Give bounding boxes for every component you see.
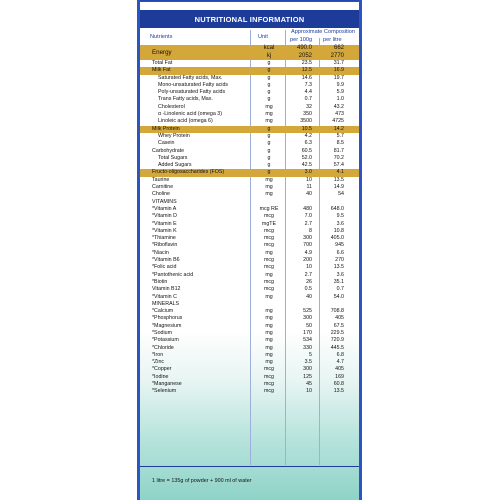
- nutrient-unit: mgTE: [261, 220, 277, 227]
- nutrient-row: [140, 323, 359, 330]
- nutrient-per100: 32: [306, 103, 312, 110]
- nutrient-row: [140, 345, 359, 352]
- nutrient-name: Milk Protein: [152, 125, 180, 132]
- footer-note: 1 litre = 135g of powder + 900 ml of water: [152, 478, 252, 484]
- nutrient-unit: mcg: [263, 257, 274, 264]
- nutrient-row: [140, 279, 359, 286]
- nutrient-name: *Phosphorus: [152, 315, 183, 322]
- nutrient-name: Added Sugars: [158, 162, 192, 169]
- nutrient-row: [140, 184, 359, 191]
- nutrient-perlitre: 43.2: [333, 103, 344, 110]
- nutrient-row: [140, 96, 359, 103]
- nutrient-row: [140, 148, 359, 155]
- footer: [140, 470, 359, 500]
- nutrient-name: *Thiamine: [152, 235, 176, 242]
- nutrient-row: [140, 381, 359, 388]
- nutrient-row: [140, 388, 359, 395]
- nutrient-perlitre: 6.6: [336, 249, 344, 256]
- nutrient-perlitre: 13.5: [333, 264, 344, 271]
- nutrient-name: *Vitamin A: [152, 205, 177, 212]
- nutrient-name: Milk Fat: [152, 67, 171, 74]
- nutrient-name: *Riboflavin: [152, 242, 178, 249]
- nutrient-perlitre: 1.0: [336, 96, 344, 103]
- nutrient-perlitre: 31.7: [333, 60, 344, 66]
- nutrient-name: *Niacin: [152, 249, 169, 256]
- nutrient-row: [140, 352, 359, 359]
- nutrient-unit: mg: [265, 111, 273, 118]
- nutrient-per100: 170: [303, 329, 312, 336]
- nutrient-row: [140, 82, 359, 89]
- nutrient-row: [140, 264, 359, 271]
- energy-kcal-per100: 490.0: [296, 45, 312, 51]
- nutrient-unit: g: [267, 81, 271, 88]
- nutrient-name: *Sodium: [152, 329, 173, 336]
- nutrient-perlitre: 3.6: [336, 271, 344, 278]
- nutrient-name: *Copper: [152, 366, 172, 373]
- header-per100: per 100g: [290, 37, 313, 43]
- nutrient-name: Trans Fatty acids, Max.: [158, 96, 213, 103]
- nutrient-unit: g: [267, 162, 271, 169]
- nutrient-per100: 50: [306, 322, 312, 329]
- nutrient-per100: 3.5: [304, 359, 312, 366]
- nutrient-unit: mg: [265, 344, 273, 351]
- nutrient-row: [140, 206, 359, 213]
- nutrient-unit: g: [267, 147, 271, 154]
- nutrient-row: [140, 60, 359, 67]
- nutrient-per100: 23.5: [301, 60, 312, 66]
- nutrition-panel: [137, 0, 362, 500]
- nutrient-row: [140, 366, 359, 373]
- nutrient-unit: mcg: [263, 286, 274, 293]
- header-approx: Approximate Composition: [290, 29, 356, 35]
- nutrient-unit: mcg: [263, 235, 274, 242]
- nutrient-perlitre: 70.2: [333, 154, 344, 161]
- nutrient-perlitre: 6.8: [336, 351, 344, 358]
- nutrient-per100: 10: [306, 264, 312, 271]
- nutrient-per100: 0.7: [304, 96, 312, 103]
- nutrient-unit: mg: [265, 359, 273, 366]
- nutrient-per100: 14.6: [301, 74, 312, 81]
- panel-title: NUTRITIONAL INFORMATION: [140, 10, 359, 28]
- nutrient-perlitre: 54: [338, 191, 344, 198]
- nutrient-per100: 480: [303, 205, 312, 212]
- nutrient-perlitre: 405: [335, 366, 344, 373]
- nutrient-row: [140, 301, 359, 308]
- nutrient-row: [140, 235, 359, 242]
- nutrient-name: *Vitamin E: [152, 220, 177, 227]
- nutrient-name: *Manganese: [152, 381, 182, 388]
- nutrient-name: Casein: [158, 140, 175, 147]
- nutrient-unit: mcg: [263, 373, 274, 380]
- nutrient-name: *Magnesium: [152, 322, 182, 329]
- nutrient-perlitre: 270: [335, 257, 344, 264]
- nutrient-unit: mg: [265, 337, 273, 344]
- nutrient-unit: g: [267, 67, 271, 74]
- nutrient-unit: mg: [265, 315, 273, 322]
- nutrient-per100: 2.7: [304, 220, 312, 227]
- nutrient-per100: 5: [309, 351, 312, 358]
- nutrient-per100: 10.5: [301, 125, 312, 132]
- energy-unit-kj: kj: [266, 52, 272, 59]
- nutrient-name: Whey Protein: [158, 132, 190, 139]
- nutrient-unit: mcg: [263, 388, 274, 395]
- nutrient-unit: g: [267, 96, 271, 103]
- nutrient-row: [140, 250, 359, 257]
- nutrient-name: *Vitamin K: [152, 227, 177, 234]
- nutrient-per100: 4.2: [304, 132, 312, 139]
- nutrient-name: *Iron: [152, 351, 164, 358]
- nutrient-perlitre: 405.0: [330, 235, 344, 242]
- nutrient-per100: 525: [303, 308, 312, 315]
- nutrient-per100: 534: [303, 337, 312, 344]
- nutrient-name: MINERALS: [152, 300, 180, 307]
- nutrient-name: *Selenium: [152, 388, 177, 395]
- nutrient-perlitre: 3.6: [336, 220, 344, 227]
- nutrient-per100: 12.5: [301, 67, 312, 74]
- nutrient-unit: g: [267, 89, 271, 96]
- nutrient-name: Poly-unsaturated Fatty acids: [158, 89, 226, 96]
- nutrient-row: [140, 118, 359, 125]
- nutrient-name: Fructo-oligosaccharides (FOS): [152, 169, 225, 176]
- nutrient-unit: mcg: [263, 366, 274, 373]
- nutrient-name: Choline: [152, 191, 170, 198]
- header-nutrients: Nutrients: [150, 34, 173, 40]
- nutrient-perlitre: 19.7: [333, 74, 344, 81]
- nutrient-name: Linoleic acid (omega 6): [158, 118, 213, 125]
- nutrient-unit: mcg: [263, 278, 274, 285]
- nutrient-row: [140, 286, 359, 293]
- nutrient-perlitre: 4725: [332, 118, 344, 125]
- energy-kj-per100: 2052: [298, 52, 312, 59]
- nutrient-unit: g: [267, 154, 271, 161]
- nutrient-name: Total Sugars: [158, 154, 188, 161]
- nutrient-name: VITAMINS: [152, 198, 177, 205]
- energy-kj-perlitre: 2770: [330, 52, 344, 59]
- nutrient-row: [140, 199, 359, 206]
- nutrient-per100: 42.5: [301, 162, 312, 169]
- energy-row: [140, 45, 359, 60]
- nutrient-row: [140, 67, 359, 74]
- nutrient-unit: g: [267, 132, 271, 139]
- nutrient-row: [140, 337, 359, 344]
- nutrient-per100: 4.4: [304, 89, 312, 96]
- nutrient-unit: mcg: [263, 264, 274, 271]
- nutrient-per100: 6.3: [304, 140, 312, 147]
- nutrient-row: [140, 315, 359, 322]
- nutrient-perlitre: 14.9: [333, 184, 344, 191]
- nutrient-unit: mg: [265, 271, 273, 278]
- nutrient-unit: mg: [265, 184, 273, 191]
- nutrient-row: [140, 126, 359, 133]
- nutrient-per100: 40: [306, 293, 312, 300]
- nutrient-perlitre: 81.7: [333, 147, 344, 154]
- nutrient-row: [140, 213, 359, 220]
- nutrient-unit: g: [267, 169, 271, 176]
- nutrient-perlitre: 35.1: [333, 278, 344, 285]
- nutrient-row: [140, 294, 359, 301]
- nutrient-perlitre: 0.7: [336, 286, 344, 293]
- nutrient-row: [140, 75, 359, 82]
- nutrient-name: Carnitine: [152, 184, 174, 191]
- nutrient-name: *Zinc: [152, 359, 165, 366]
- nutrient-per100: 8: [309, 227, 312, 234]
- nutrient-per100: 125: [303, 373, 312, 380]
- nutrient-row: [140, 308, 359, 315]
- nutrient-table: [140, 45, 359, 396]
- nutrient-name: *Vitamin B6: [152, 257, 180, 264]
- nutrient-perlitre: 229.5: [330, 329, 344, 336]
- nutrient-name: *Vitamin C: [152, 293, 177, 300]
- energy-kcal-perlitre: 662: [333, 45, 344, 51]
- nutrient-name: Carbohydrate: [152, 147, 185, 154]
- nutrient-name: *Biotin: [152, 278, 168, 285]
- nutrient-name: *Potassium: [152, 337, 179, 344]
- nutrient-unit: mcg RE: [259, 205, 279, 212]
- header-perlitre: per litre: [323, 37, 342, 43]
- nutrient-unit: g: [267, 60, 271, 66]
- nutrient-per100: 10: [306, 176, 312, 183]
- nutrient-perlitre: 473: [335, 111, 344, 118]
- nutrient-row: [140, 242, 359, 249]
- nutrient-name: Taurine: [152, 176, 170, 183]
- nutrient-per100: 700: [303, 242, 312, 249]
- nutrient-row: [140, 330, 359, 337]
- nutrient-name: Mono-unsaturated Fatty acids: [158, 81, 229, 88]
- nutrient-perlitre: 8.5: [336, 140, 344, 147]
- nutrient-row: [140, 89, 359, 96]
- nutrient-row: [140, 104, 359, 111]
- nutrient-per100: 200: [303, 257, 312, 264]
- nutrient-row: [140, 191, 359, 198]
- nutrient-row: [140, 140, 359, 147]
- nutrient-perlitre: 405: [335, 315, 344, 322]
- nutrient-perlitre: 5.9: [336, 89, 344, 96]
- panel-right-border: [359, 0, 362, 500]
- nutrient-perlitre: 708.8: [330, 308, 344, 315]
- nutrient-per100: 3500: [300, 118, 312, 125]
- nutrient-unit: mg: [265, 293, 273, 300]
- nutrient-unit: mg: [265, 249, 273, 256]
- nutrient-unit: mg: [265, 351, 273, 358]
- nutrient-perlitre: 13.5: [333, 388, 344, 395]
- nutrient-per100: 300: [303, 235, 312, 242]
- nutrient-unit: g: [267, 140, 271, 147]
- nutrient-unit: mg: [265, 329, 273, 336]
- nutrient-perlitre: 4.1: [336, 169, 344, 176]
- nutrient-name: *Pantothenic acid: [152, 271, 194, 278]
- nutrient-per100: 60.5: [301, 147, 312, 154]
- energy-label: Energy: [152, 49, 172, 56]
- nutrient-perlitre: 67.5: [333, 322, 344, 329]
- nutrient-name: *Folic acid: [152, 264, 177, 271]
- nutrient-unit: g: [267, 125, 271, 132]
- nutrient-row: [140, 257, 359, 264]
- nutrient-per100: 300: [303, 366, 312, 373]
- nutrient-perlitre: 648.0: [330, 205, 344, 212]
- nutrient-per100: 11: [306, 184, 312, 191]
- nutrient-unit: mg: [265, 308, 273, 315]
- nutrient-per100: 3.0: [304, 169, 312, 176]
- nutrient-row: [140, 374, 359, 381]
- nutrient-per100: 7.0: [304, 213, 312, 220]
- nutrient-row: [140, 111, 359, 118]
- nutrient-row: [140, 359, 359, 366]
- nutrient-unit: mg: [265, 176, 273, 183]
- nutrient-name: Saturated Fatty acids, Max.: [158, 74, 223, 81]
- nutrient-perlitre: 13.5: [333, 176, 344, 183]
- nutrient-row: [140, 133, 359, 140]
- nutrient-perlitre: 54.0: [333, 293, 344, 300]
- nutrient-row: [140, 169, 359, 176]
- nutrient-perlitre: 945: [335, 242, 344, 249]
- nutrient-per100: 45: [306, 381, 312, 388]
- footer-divider: [140, 466, 359, 467]
- nutrient-row: [140, 228, 359, 235]
- nutrient-name: *Calcium: [152, 308, 174, 315]
- nutrient-row: [140, 272, 359, 279]
- nutrient-perlitre: 4.7: [336, 359, 344, 366]
- nutrient-name: *Vitamin D: [152, 213, 177, 220]
- nutrient-per100: 40: [306, 191, 312, 198]
- nutrient-unit: mcg: [263, 227, 274, 234]
- nutrient-per100: 2.7: [304, 271, 312, 278]
- nutrient-perlitre: 445.5: [330, 344, 344, 351]
- nutrient-perlitre: 9.9: [336, 81, 344, 88]
- header-unit: Unit: [258, 34, 268, 40]
- nutrient-per100: 52.0: [301, 154, 312, 161]
- nutrient-unit: mg: [265, 118, 273, 125]
- nutrient-name: Vitamin B12: [152, 286, 181, 293]
- nutrient-perlitre: 720.9: [330, 337, 344, 344]
- nutrient-row: [140, 155, 359, 162]
- nutrient-unit: mg: [265, 191, 273, 198]
- nutrient-perlitre: 169: [335, 373, 344, 380]
- nutrient-per100: 0.5: [304, 286, 312, 293]
- nutrient-unit: mcg: [263, 242, 274, 249]
- nutrient-row: [140, 177, 359, 184]
- nutrient-per100: 7.3: [304, 81, 312, 88]
- nutrient-perlitre: 9.5: [336, 213, 344, 220]
- nutrient-per100: 4.9: [304, 249, 312, 256]
- nutrient-name: Total Fat: [152, 60, 173, 66]
- nutrient-unit: mcg: [263, 381, 274, 388]
- nutrient-unit: g: [267, 74, 271, 81]
- nutrient-per100: 26: [306, 278, 312, 285]
- nutrient-name: *Iodine: [152, 373, 169, 380]
- nutrient-name: α -Linolenic acid (omega 3): [158, 111, 223, 118]
- nutrient-perlitre: 57.4: [333, 162, 344, 169]
- nutrient-row: [140, 221, 359, 228]
- nutrient-unit: mg: [265, 103, 273, 110]
- nutrient-perlitre: 16.9: [333, 67, 344, 74]
- nutrient-name: *Chloride: [152, 344, 174, 351]
- nutrient-unit: mg: [265, 322, 273, 329]
- nutrient-per100: 350: [303, 111, 312, 118]
- nutrient-unit: mcg: [263, 213, 274, 220]
- nutrient-perlitre: 60.8: [333, 381, 344, 388]
- nutrient-name: Cholesterol: [158, 103, 185, 110]
- nutrient-perlitre: 14.2: [333, 125, 344, 132]
- nutrient-row: [140, 162, 359, 169]
- energy-unit-kcal: kcal: [263, 45, 275, 51]
- nutrient-per100: 10: [306, 388, 312, 395]
- nutrient-per100: 300: [303, 315, 312, 322]
- nutrient-per100: 330: [303, 344, 312, 351]
- nutrient-perlitre: 5.7: [336, 132, 344, 139]
- nutrient-perlitre: 10.8: [333, 227, 344, 234]
